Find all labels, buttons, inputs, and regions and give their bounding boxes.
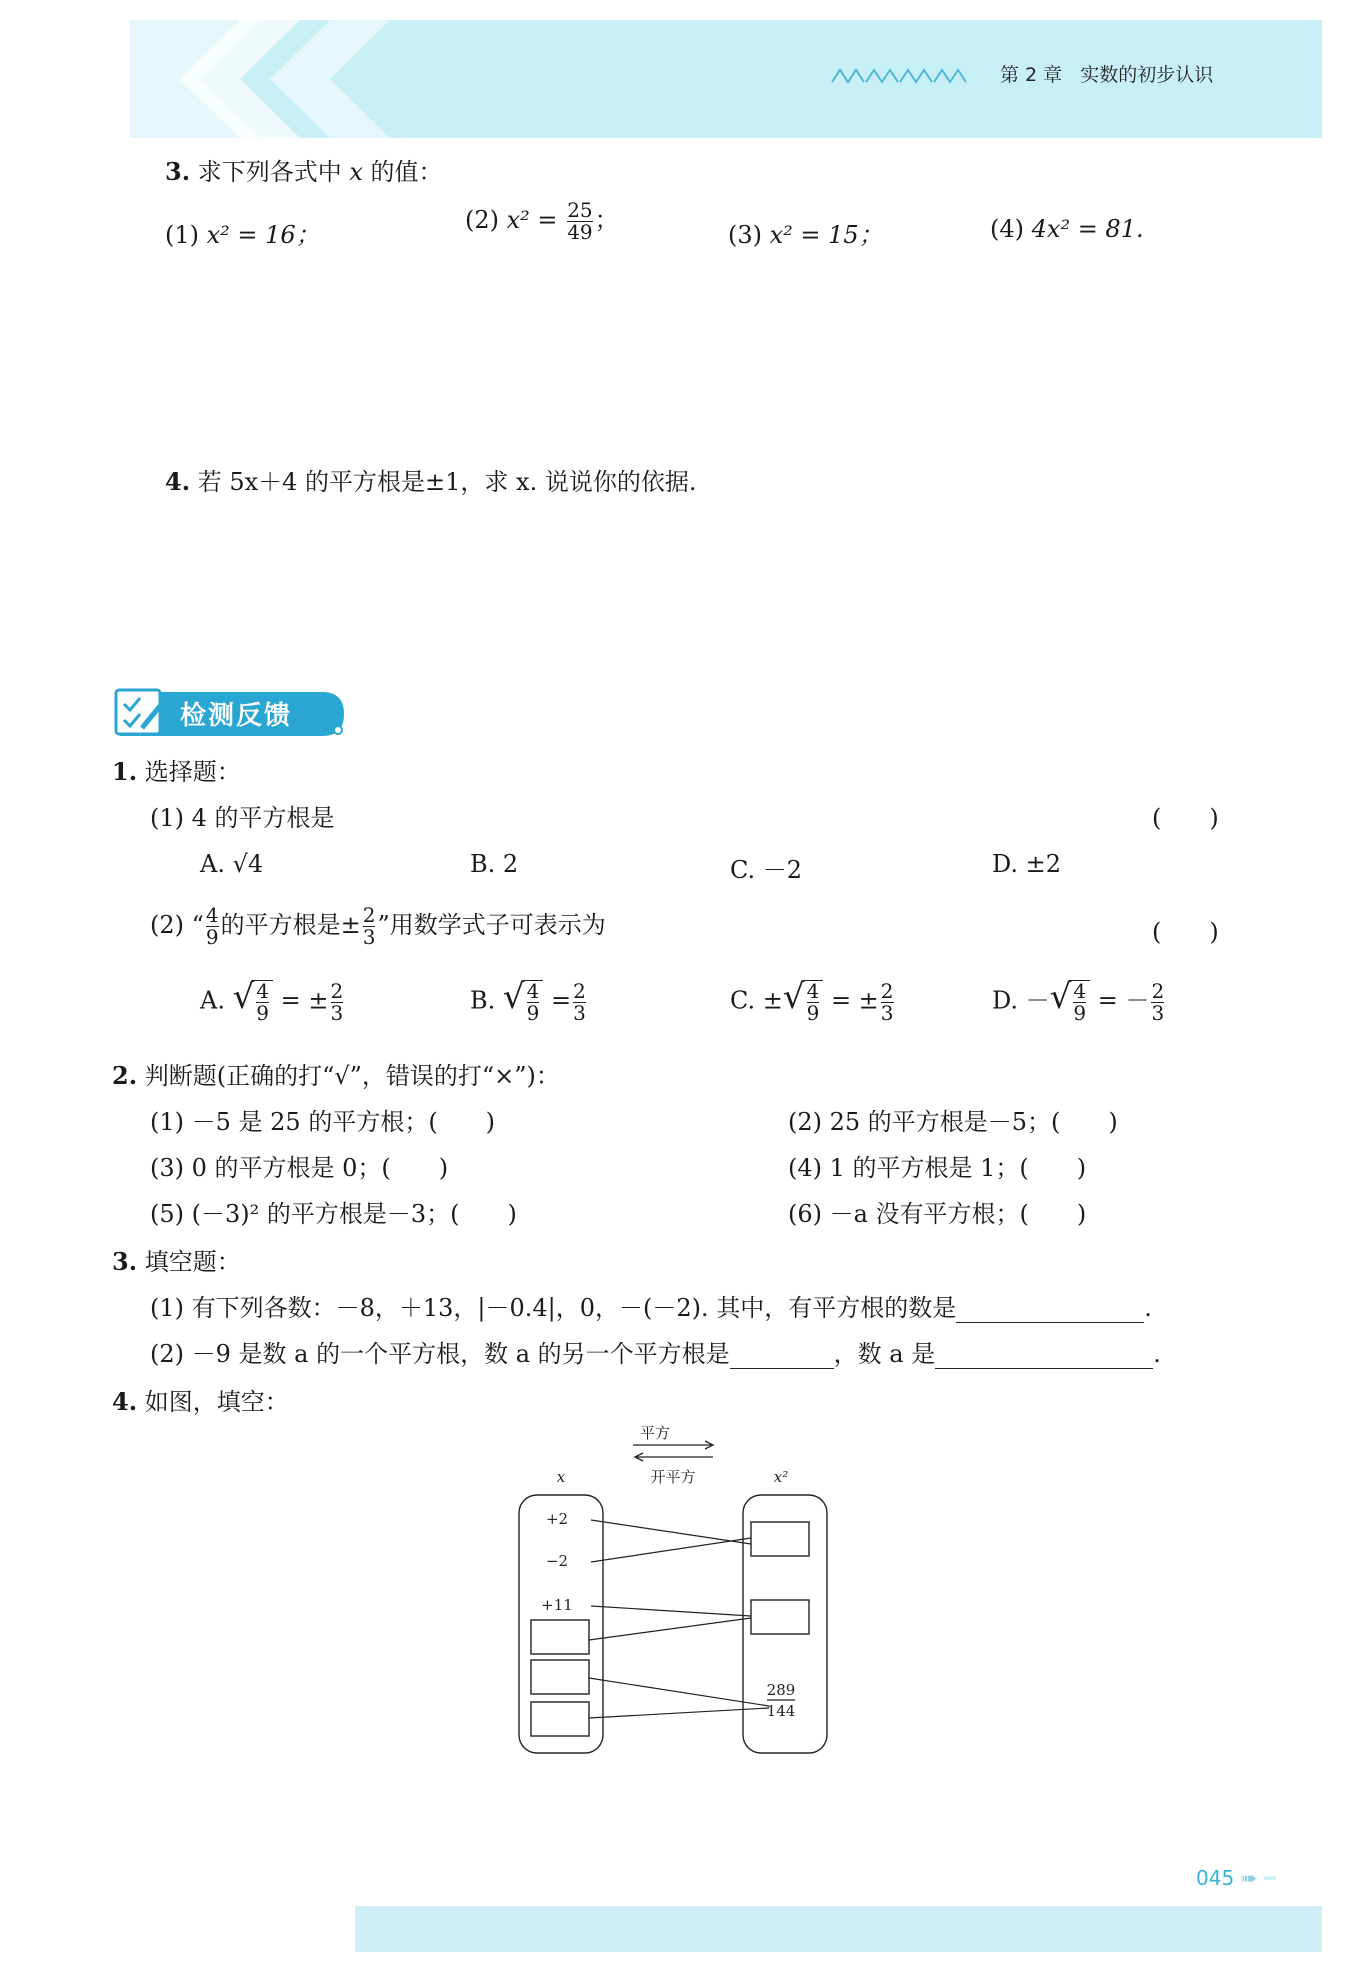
item-lhs: x² = [506, 206, 558, 234]
item-expr: x² = 16； [206, 221, 320, 249]
fill-text: (2) －9 是数 a 的一个平方根，数 a 的另一个平方根是 [150, 1340, 730, 1368]
feedback-question-2 [112, 1056, 560, 1091]
mountain-decoration [830, 64, 972, 86]
item-expr: 4x² = 81. [1031, 215, 1144, 243]
item-label: (2) [465, 206, 499, 234]
fraction-numerator: 2 [880, 978, 894, 1003]
question-title: 判断题(正确的打“√”，错误的打“×”)： [144, 1062, 560, 1090]
fraction-denominator: 3 [330, 1000, 344, 1025]
right-answer-box[interactable] [751, 1522, 809, 1556]
option-d [992, 977, 1166, 1025]
option-letter: A. [200, 986, 225, 1015]
fraction-numerator: 4 [806, 979, 820, 1003]
answer-blank[interactable] [956, 1300, 1144, 1323]
option-c: C. －2 [730, 856, 803, 884]
fraction-denominator: 9 [205, 925, 219, 949]
fraction [567, 200, 592, 243]
fraction-numerator: 4 [526, 979, 540, 1003]
right-answer-box[interactable] [751, 1600, 809, 1634]
question-number: 3. [112, 1247, 138, 1276]
fill-text: (1) 有下列各数：－8，＋13，|－0.4|，0，－(－2). 其中，有平方根的数是 [150, 1294, 957, 1322]
question-number: 1. [112, 757, 138, 786]
right-fraction-denominator: 144 [766, 1702, 796, 1720]
equals: = ± [830, 986, 879, 1015]
q1-sub1-label: (1) 4 的平方根是 [150, 804, 335, 832]
right-header: x² [773, 1468, 789, 1486]
fraction-denominator: 9 [256, 1001, 270, 1025]
judge-item-2: (2) 25 的平方根是－5；( ) [788, 1108, 1118, 1136]
judge-item-5: (5) (－3)² 的平方根是－3；( ) [150, 1200, 517, 1228]
left-value: +11 [541, 1596, 573, 1614]
fraction [363, 905, 376, 948]
judge-item-6: (6) －a 没有平方根；( ) [788, 1200, 1087, 1228]
question-text: 若 5x＋4 的平方根是±1，求 x. 说说你的依据. [197, 468, 697, 496]
left-answer-box[interactable] [531, 1660, 589, 1694]
fraction-denominator: 3 [573, 1000, 586, 1025]
fill-text: ，数 a 是 [833, 1340, 936, 1368]
feedback-question-4 [112, 1382, 289, 1417]
radical: √ $\frac{4}{9}$ [233, 980, 273, 1024]
left-answer-box[interactable] [531, 1702, 589, 1736]
fraction-numerator: 2 [573, 978, 586, 1003]
fraction [807, 981, 820, 1024]
q3-item-2 [465, 200, 619, 243]
question-4 [165, 462, 696, 497]
left-value: −2 [545, 1552, 569, 1570]
radical: √ $\frac{4}{9}$ [503, 980, 543, 1024]
option-a [200, 977, 345, 1025]
question-title: 如图，填空： [144, 1388, 289, 1416]
option-letter: B. [470, 986, 496, 1015]
option-b: B. 2 [470, 850, 519, 878]
question-title: 填空题： [144, 1248, 241, 1276]
fraction-numerator: 2 [362, 903, 376, 927]
label-pre: (2) “ [150, 911, 204, 939]
fraction-numerator: 4 [256, 979, 270, 1003]
section-badge-label: 检测反馈 [180, 701, 293, 731]
option-letter: C. [730, 986, 756, 1015]
fraction-denominator: 3 [880, 1000, 894, 1025]
item-tail: ； [594, 206, 619, 234]
q3-item-1 [165, 215, 320, 250]
footer-band [355, 1906, 1322, 1952]
feedback-question-1 [112, 752, 241, 787]
fraction-denominator: 9 [526, 1001, 540, 1025]
item-expr: x² = 15； [769, 221, 883, 249]
left-value: +2 [545, 1510, 569, 1528]
option-d: D. ±2 [992, 850, 1062, 878]
question-title: 选择题： [144, 758, 241, 786]
label-post: ”用数学式子可表示为 [377, 911, 606, 939]
option-a: A. √4 [200, 850, 264, 878]
chapter-title: 实数的初步认识 [1080, 64, 1214, 86]
fraction [573, 978, 586, 1025]
feedback-question-3 [112, 1242, 241, 1277]
answer-paren: ( ) [1152, 918, 1219, 946]
square-label: 平方 [639, 1424, 671, 1442]
fraction [1151, 978, 1165, 1025]
fraction-denominator: 9 [1073, 1001, 1087, 1025]
fraction-denominator: 49 [567, 220, 593, 244]
equals: = [550, 986, 572, 1015]
fraction-numerator: 4 [1073, 979, 1087, 1003]
label-mid: 的平方根是± [220, 911, 361, 939]
sqrt-label: 开平方 [650, 1468, 696, 1486]
mapping-diagram [505, 1420, 845, 1760]
radical: √ $\frac{4}{9}$ [783, 980, 823, 1024]
left-header: x [556, 1468, 566, 1486]
answer-paren: ( ) [1152, 804, 1219, 832]
question-3 [165, 152, 443, 187]
right-fraction-numerator: 289 [766, 1681, 796, 1699]
question-number: 4. [165, 467, 191, 496]
item-label: (3) [728, 221, 762, 249]
option-c [730, 977, 896, 1025]
chapter-number: 第 2 章 [1000, 64, 1063, 86]
sign: ± [762, 986, 783, 1015]
chapter-heading [1000, 60, 1213, 87]
page-number: 045 ➠ ━ [1196, 1866, 1276, 1890]
fraction-numerator: 4 [205, 903, 219, 927]
page-number-text: 045 [1196, 1866, 1235, 1890]
fraction-denominator: 3 [1151, 1000, 1165, 1025]
question-text-tail: 的值： [370, 158, 443, 186]
fraction [880, 978, 894, 1025]
fraction-numerator: 2 [1151, 978, 1165, 1003]
answer-blank[interactable] [730, 1346, 834, 1369]
fraction [330, 978, 344, 1025]
option-letter: D. [992, 986, 1019, 1015]
judge-item-4: (4) 1 的平方根是 1；( ) [788, 1154, 1087, 1182]
left-answer-box[interactable] [531, 1620, 589, 1654]
item-label: (1) [165, 221, 199, 249]
judge-item-1: (1) －5 是 25 的平方根；( ) [150, 1108, 496, 1136]
sign: － [1025, 986, 1050, 1015]
fraction-denominator: 3 [362, 925, 376, 949]
option-b [470, 977, 588, 1025]
fraction [256, 981, 269, 1024]
fraction-numerator: 2 [330, 978, 344, 1003]
fill-item-2: (2) －9 是数 a 的一个平方根，数 a 的另一个平方根是 ，数 a 是 . [150, 1340, 1161, 1368]
question-number: 3. [165, 157, 191, 186]
variable: x [349, 158, 363, 186]
equals: = ± [280, 986, 329, 1015]
item-label: (4) [990, 215, 1024, 243]
chevron-decoration [130, 20, 390, 138]
judge-item-3: (3) 0 的平方根是 0；( ) [150, 1154, 449, 1182]
fraction [1073, 981, 1086, 1024]
q3-item-3 [728, 215, 883, 250]
question-text: 求下列各式中 [197, 158, 342, 186]
mapping-lines [589, 1520, 769, 1718]
radical: √ $\frac{4}{9}$ [1050, 980, 1090, 1024]
fraction-denominator: 9 [806, 1001, 820, 1025]
q3-item-4 [990, 215, 1144, 243]
fraction [527, 981, 540, 1024]
answer-blank[interactable] [935, 1346, 1153, 1369]
question-number: 2. [112, 1061, 138, 1090]
fraction [206, 905, 219, 948]
fill-item-1: (1) 有下列各数：－8，＋13，|－0.4|，0，－(－2). 其中，有平方根的数是 . [150, 1294, 1152, 1322]
q1-sub2-label [150, 905, 606, 948]
fraction-numerator: 25 [567, 198, 593, 222]
equals: = － [1097, 986, 1150, 1015]
question-number: 4. [112, 1387, 138, 1416]
